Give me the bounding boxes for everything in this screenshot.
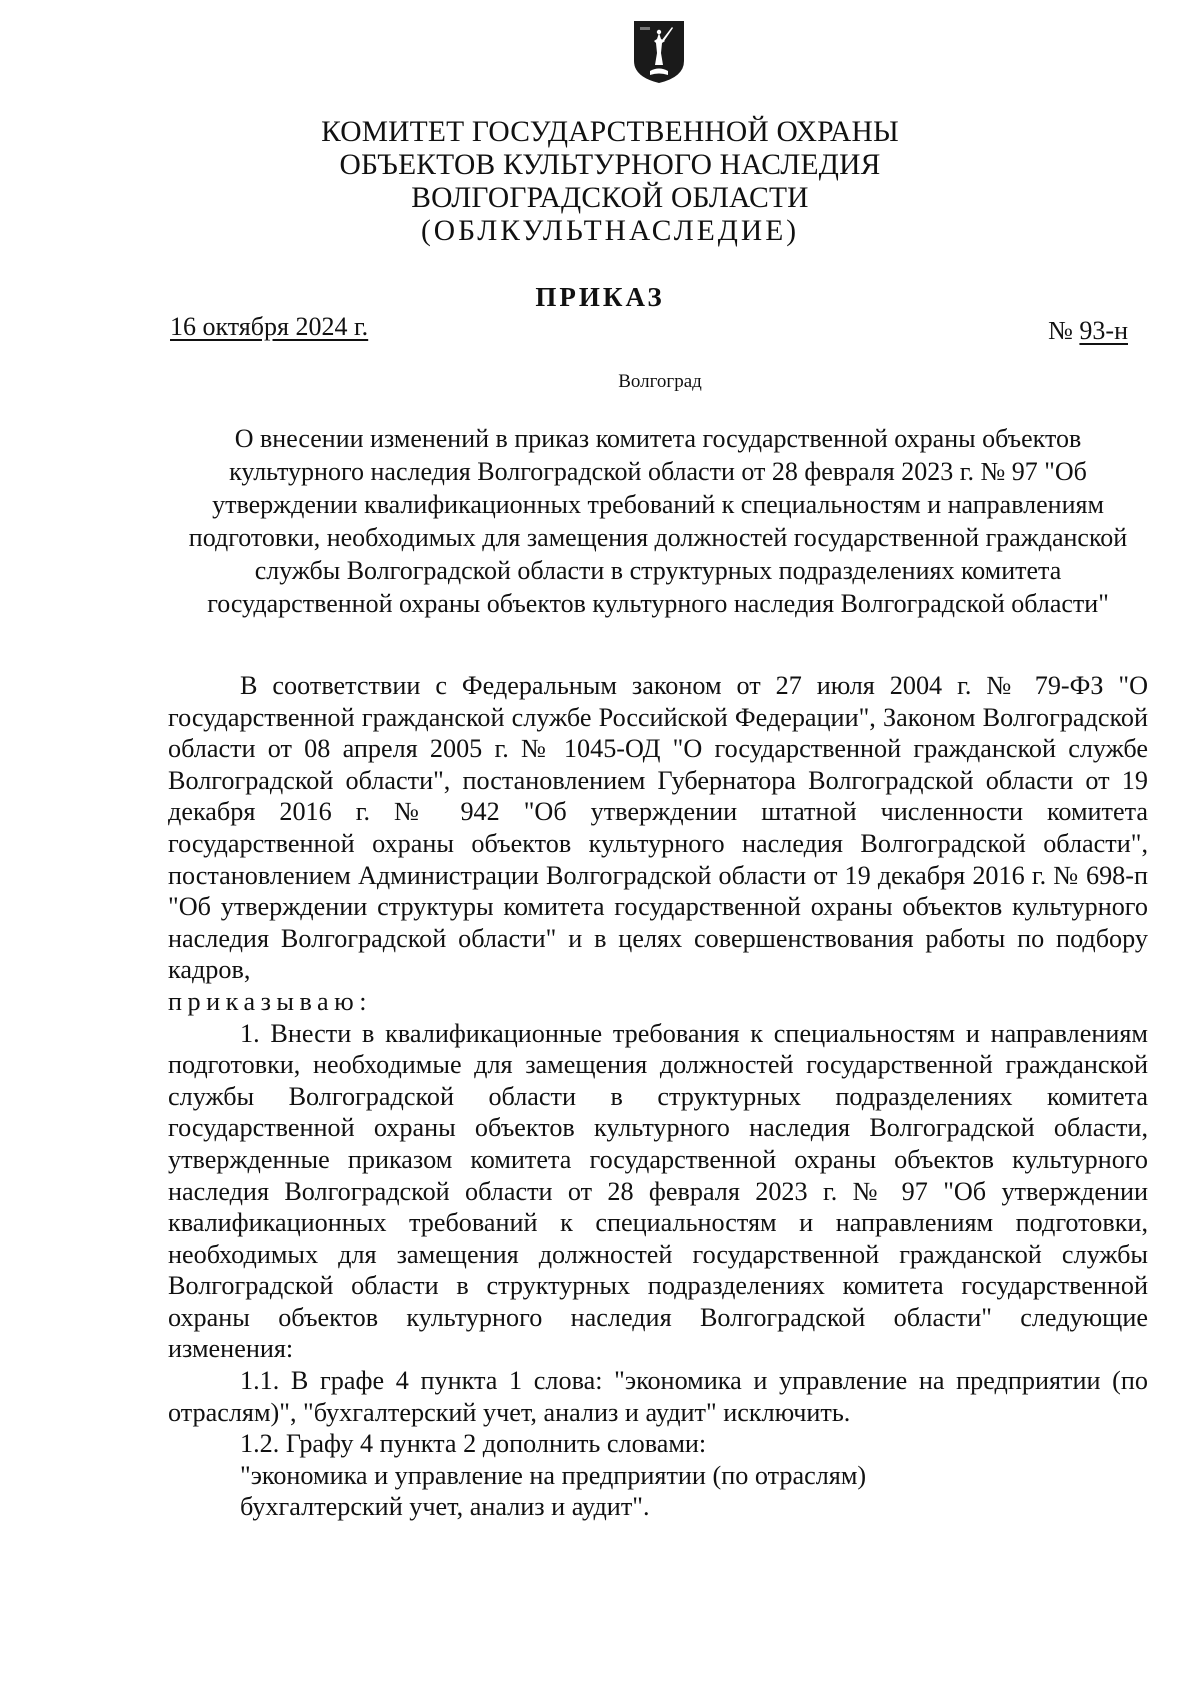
item-1-2-paragraph: 1.2. Графу 4 пункта 2 дополнить словами: — [240, 1429, 707, 1459]
coat-of-arms-icon — [632, 19, 686, 85]
org-line-1: КОМИТЕТ ГОСУДАРСТВЕННОЙ ОХРАНЫ — [321, 116, 899, 148]
org-abbreviation: (ОБЛКУЛЬТНАСЛЕДИЕ) — [420, 215, 800, 247]
coat-of-arms-graphic — [632, 19, 686, 85]
number-prefix: № — [1048, 316, 1073, 345]
org-line-3: ВОЛГОГРАДСКОЙ ОБЛАСТИ — [411, 182, 809, 214]
document-number — [1048, 316, 1128, 346]
document-subject: О внесении изменений в приказ комитета государственной охраны объектов культурного наследия Волгоградской области от 28 февраля 2023 г. № 97 "Об утверждении квалификационных требований к специальностям и направлениям подготовки, необходимых для замещения должностей государственной гражданской службы Волгоградской области в структурных подразделениях комитета государственной охраны объектов культурного наследия Волгоградской области" — [188, 424, 1128, 618]
document-body — [168, 670, 1148, 1523]
item-1-2-line-2: бухгалтерский учет, анализ и аудит". — [240, 1492, 650, 1522]
organization-header — [300, 116, 920, 248]
number-value: 93-н — [1079, 316, 1128, 345]
document-title: ПРИКАЗ — [535, 282, 665, 312]
document-date: 16 октября 2024 г. — [170, 312, 369, 341]
item-1-2-line-1: "экономика и управление на предприятии (по отраслям) — [240, 1460, 867, 1490]
org-line-2: ОБЪЕКТОВ КУЛЬТУРНОГО НАСЛЕДИЯ — [339, 149, 881, 181]
preamble-paragraph: В соответствии с Федеральным законом от 27 июля 2004 г. № 79-ФЗ "О государственной гражданской службе Российской Федерации", Законом Волгоградской области от 08 апреля 2005 г. № 1045-ОД "О государственной гражданской службе Волгоградской области", постановлением Губернатора Волгоградской области от 19 декабря 2016 г. № 942 "Об утверждении штатной численности комитета государственной охраны объектов культурного наследия Волгоградской области", постановлением Администрации Волгоградской области от 19 декабря 2016 г. № 698-п "Об утверждении структуры комитета государственной охраны объектов культурного наследия Волгоградской области" и в целях совершенствования работы по подбору кадров, — [168, 671, 1148, 985]
order-word: приказываю: — [168, 986, 372, 1016]
item-1-paragraph: 1. Внести в квалификационные требования к специальностям и направлениям подготовки, необходимые для замещения должностей государственной гражданской службы Волгоградской области в структурных подразделениях комитета государственной охраны объектов культурного наследия Волгоградской области, утвержденные приказом комитета государственной охраны объектов культурного наследия Волгоградской области от 28 февраля 2023 г. № 97 "Об утверждении квалификационных требований к специальностям и направлениям подготовки, необходимых для замещения должностей государственной гражданской службы Волгоградской области в структурных подразделениях комитета государственной охраны объектов культурного наследия Волгоградской области" следующие изменения: — [168, 1018, 1148, 1364]
document-city: Волгоград — [618, 371, 702, 392]
item-1-1-paragraph: 1.1. В графе 4 пункта 1 слова: "экономика и управление на предприятии (по отраслям)", "бухгалтерский учет, анализ и аудит" исключить. — [168, 1366, 1148, 1427]
